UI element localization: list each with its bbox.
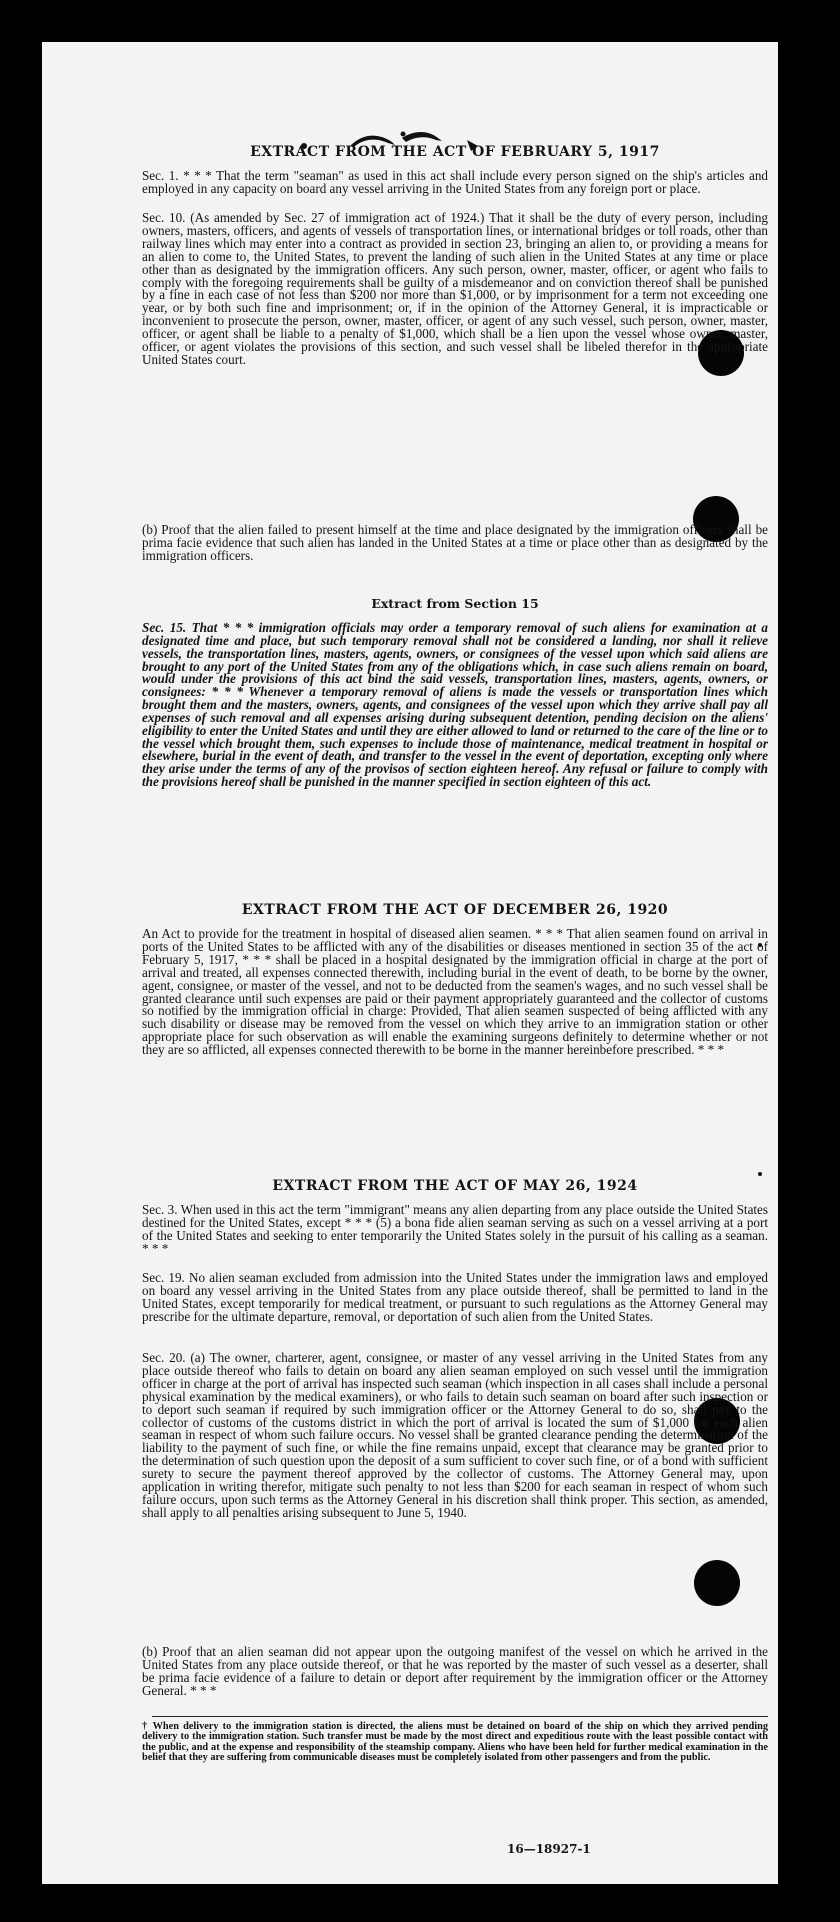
form-number: 16—18927-1 bbox=[507, 1842, 591, 1856]
section-19: Sec. 19. No alien seaman excluded from admission into the United States under the immigration laws and employed on board any vessel arriving in the United States from any place outside thereof, shall be permitted to land in the United States, except temporarily for medical treatment, or pursuant to such regulations as the Attorney General may prescribe for the ultimate departure, removal, or deportation of such alien from the United States. bbox=[142, 1270, 768, 1324]
section-15: Sec. 15. That * * * immigration officials may order a temporary removal of such aliens for examination at a designated time and place, but such temporary removal shall not be considered a landing, nor shall it relieve vessels, the transportation lines, masters, agents, owners, or consignees of the vessel upon which said aliens are brought to any port of the United States from any of the obligations which, in case such aliens remain on board, would under the provisions of this act bind the said vessels, transportation lines, masters, agents, owners, or consignees: * * * Whenever a temporary removal of aliens is made the vessels or transportation lines which brought them and the masters, owners, agents, and consignees of the vessel upon which they arrive shall pay all expenses of such removal and all expenses arising during subsequent detention, pending decision on the aliens' eligibility to enter the United States and until they are either allowed to land or returned to the care of the line or to the vessel which brought them, such expenses to include those of maintenance, medical treatment in hospital or elsewhere, burial in the event of death, and transfer to the vessel in the event of deportation, excepting only where they arise under the terms of any of the provisos of section eighteen hereof. Any refusal or failure to comply with the provisions hereof shall be punished in the manner specified in section eighteen of this act. bbox=[142, 620, 768, 790]
document-page bbox=[42, 42, 778, 1884]
subheading-section-15: Extract from Section 15 bbox=[371, 596, 539, 611]
section-3: Sec. 3. When used in this act the term "immigrant" means any alien departing from any place outside the United States destined for the United States, except * * * (5) a bona fide alien seaman serving as such on a vessel arriving at a port of the United States and seeking to enter temporarily the United States solely in the pursuit of his calling as a seaman. * * * bbox=[142, 1202, 768, 1256]
section-1: Sec. 1. * * * That the term "seaman" as used in this act shall include every person signed on the ship's articles and employed in any capacity on board any vessel arriving in the United States from any foreign port or place. bbox=[142, 168, 768, 196]
section-20-a: Sec. 20. (a) The owner, charterer, agent, consignee, or master of any vessel arriving in the United States from any place outside thereof who fails to detain on board any alien seaman employed on such vessel until the immigration officer in charge at the port of arrival has inspected such seaman (which inspection in all cases shall include a personal physical examination by the medical examiners), or who fails to detain such seaman on board after such inspection or to deport such seaman if required by such immigration officer or the Attorney General to do so, shall pay to the collector of customs of the customs district in which the port of arrival is located the sum of $1,000 for each alien seaman in respect of whom such failure occurs. No vessel shall be granted clearance pending the determination of the liability to the payment of such fine, or while the fine remains unpaid, except that clearance may be granted prior to the determination of such question upon the deposit of a sum sufficient to cover such fine, or of a bond with sufficient surety to secure the payment thereof approved by the collector of customs. The Attorney General may, upon application in writing therefor, mitigate such penalty to not less than $200 for each seaman in respect of whom such failure occurs, upon such terms as the Attorney General in his discretion shall think proper. This section, as amended, shall apply to all penalties arising subsequent to June 5, 1940. bbox=[142, 1350, 768, 1520]
heading-act-1917: EXTRACT FROM THE ACT OF FEBRUARY 5, 1917 bbox=[250, 144, 660, 160]
section-20-b: (b) Proof that an alien seaman did not appear upon the outgoing manifest of the vessel on which he arrived in the United States from any place outside thereof, or that he was reported by the master of such vessel as a deserter, shall be prima facie evidence of a failure to detain or deport after requirement by the immigration officer or the Attorney General. * * * bbox=[142, 1644, 768, 1698]
footnote: † When delivery to the immigration station is directed, the aliens must be detained on board of the ship on which they arrived pending delivery to the immigration station. Such transfer must be made by the most direct and expeditious route with the least possible contact with the public, and at the expense and responsibility of the steamship company. Aliens who have been held for further medical examination in the belief that they are suffering from communicable diseases must be completely isolated from other passengers and from the public. bbox=[142, 1721, 768, 1764]
margin-mark bbox=[758, 1172, 762, 1176]
punch-hole bbox=[694, 1560, 740, 1606]
section-10-b: (b) Proof that the alien failed to present himself at the time and place designated by the immigration officers shall be prima facie evidence that such alien has landed in the United States at a time or place other than as designated by the immigration officers. bbox=[142, 522, 768, 563]
section-10: Sec. 10. (As amended by Sec. 27 of immigration act of 1924.) That it shall be the duty of every person, including owners, masters, officers, and agents of vessels of transportation lines, or international bridges or toll roads, other than railway lines which may enter into a contract as provided in section 23, bringing an alien to, or providing a means for an alien to come to, the United States, to prevent the landing of such alien in the United States at any time or place other than as designated by the immigration officers. Any such person, owner, master, officer, or agent who fails to comply with the foregoing requirements shall be guilty of a misdemeanor and on conviction thereof shall be punished by a fine in each case of not less than $200 nor more than $1,000, or by imprisonment for a term not exceeding one year, or by both such fine and imprisonment; or, if in the opinion of the Attorney General, it is impracticable or inconvenient to prosecute the person, owner, master, officer, or agent of any such vessel, such person, owner, master, officer, or agent shall be liable to a penalty of $1,000, which shall be a lien upon the vessel whose owner, master, officer, or agent violates the provisions of this section, and such vessel shall be libeled therefor in the appropriate United States court. bbox=[142, 210, 768, 367]
heading-act-1924: EXTRACT FROM THE ACT OF MAY 26, 1924 bbox=[272, 1178, 638, 1194]
act-1920-text: An Act to provide for the treatment in hospital of diseased alien seamen. * * * That alien seamen found on arrival in ports of the United States to be afflicted with any of the disabilities or diseases mentioned in section 35 of the act of February 5, 1917, * * * shall be placed in a hospital designated by the immigration official in charge at the port of arrival and treated, all expenses connected therewith, including burial in the event of death, to be borne by the owner, agent, consignee, or master of the vessel, and not to be deducted from the seamen's wages, and no such vessel shall be granted clearance until such expenses are paid or their payment appropriately guaranteed and the collector of customs so notified by the immigration official in charge: Provided, That alien seamen suspected of being afflicted with any such disability or disease may be removed from the vessel on which they arrive to an immigration station or other appropriate place for such observation as will enable the examining surgeons definitely to determine whether or not they are so afflicted, all expenses connected therewith to be borne in the manner hereinbefore prescribed. * * * bbox=[142, 926, 768, 1058]
heading-act-1920: EXTRACT FROM THE ACT OF DECEMBER 26, 1920 bbox=[241, 902, 669, 918]
footnote-divider bbox=[152, 1716, 768, 1717]
